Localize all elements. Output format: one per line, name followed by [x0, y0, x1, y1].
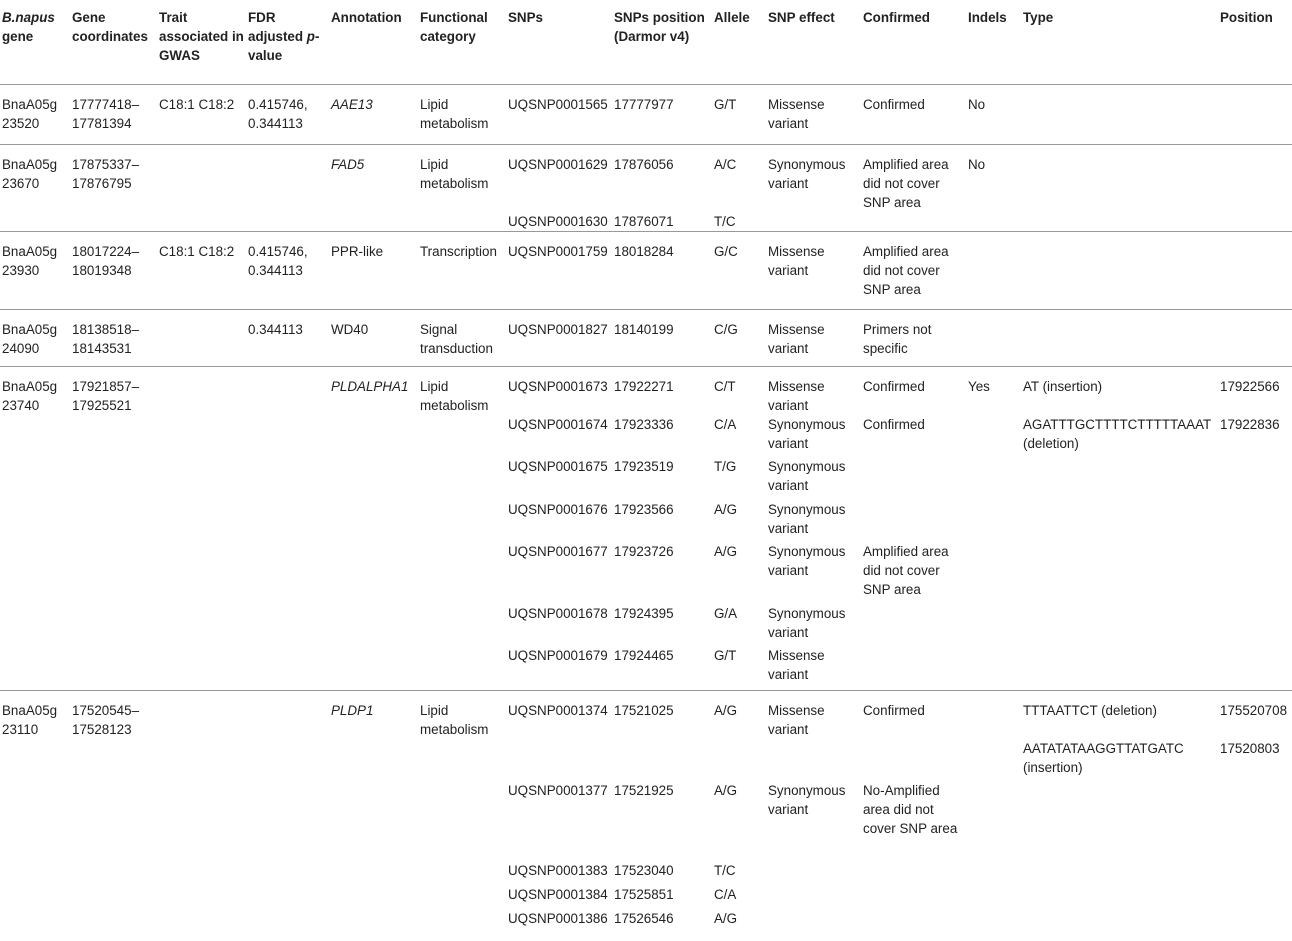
snp-id-cell: UQSNP0001679 — [508, 648, 608, 663]
annotation-cell — [331, 861, 420, 885]
snp-id-cell: UQSNP0001676 — [508, 502, 608, 517]
table-body — [0, 84, 1292, 933]
coords-cell: 17520545– 17528123 — [72, 690, 159, 739]
annotation-cell: PLDP1 — [331, 690, 420, 739]
annotation-cell — [331, 646, 420, 690]
gene-cell: BnaA05g 23930 — [0, 232, 72, 310]
trait-cell — [159, 415, 248, 457]
snp-effect-cell: Synonymous variant — [768, 144, 863, 212]
gene-cell — [0, 457, 72, 500]
trait-cell — [159, 457, 248, 500]
snp-position-cell: 17923726 — [614, 544, 674, 559]
indels-cell — [968, 690, 1023, 739]
indel-type-cell — [1023, 84, 1220, 144]
allele-cell: A/G — [714, 782, 738, 798]
indel-type-cell: TTTAATTCT (deletion) — [1023, 690, 1220, 739]
header-snps-position: SNPs position (Darmor v4) — [614, 0, 714, 84]
confirmed-cell — [863, 457, 968, 500]
trait-cell — [159, 310, 248, 367]
fdr-cell — [248, 144, 331, 212]
confirmed-cell — [863, 646, 968, 690]
snp-effect-cell: Missense variant — [768, 690, 863, 739]
confirmed-cell — [863, 500, 968, 542]
snp-position-cell: 17924395 — [614, 606, 674, 621]
indel-type-cell: AT (insertion) — [1023, 367, 1220, 416]
snp-id-cell: UQSNP0001673 — [508, 367, 614, 416]
snp-effect-cell: Synonymous variant — [768, 544, 846, 578]
confirmed-cell: Amplified area did not cover SNP area — [863, 232, 968, 310]
fdr-cell — [248, 500, 331, 542]
snp-effect-cell: Missense variant — [768, 648, 825, 682]
allele-cell: A/C — [714, 144, 768, 212]
table-row — [0, 909, 1292, 933]
indel-type-cell — [1023, 232, 1220, 310]
header-annotation: Annotation — [331, 0, 420, 84]
category-cell: Lipid metabolism — [420, 367, 508, 416]
annotation-cell: PLDALPHA1 — [331, 367, 420, 416]
indels-cell — [968, 457, 1023, 500]
annotation-cell — [331, 415, 420, 457]
snp-effect-cell — [768, 861, 863, 885]
indel-position-cell — [1220, 144, 1292, 212]
coords-cell — [72, 781, 159, 861]
indels-cell — [968, 909, 1023, 933]
indel-type-cell — [1023, 909, 1220, 933]
allele-cell: T/C — [714, 862, 736, 878]
snp-id-cell: UQSNP0001386 — [508, 910, 608, 926]
header-fdr-value: -value — [248, 29, 320, 63]
allele-cell: A/G — [714, 502, 738, 517]
trait-cell — [159, 500, 248, 542]
fdr-cell — [248, 739, 331, 781]
table-row — [0, 310, 1292, 367]
gene-cell: BnaA05g 23110 — [0, 690, 72, 739]
table-header — [0, 0, 1292, 84]
trait-cell — [159, 144, 248, 212]
snp-id-cell: UQSNP0001677 — [508, 544, 608, 559]
snp-effect-cell: Synonymous variant — [768, 782, 846, 817]
category-cell — [420, 500, 508, 542]
coords-cell — [72, 739, 159, 781]
snp-position-cell: 17523040 — [614, 862, 674, 878]
snp-id-cell: UQSNP0001675 — [508, 459, 608, 474]
indels-cell — [968, 542, 1023, 604]
indels-cell — [968, 604, 1023, 646]
snp-position-cell: 18140199 — [614, 310, 714, 367]
annotation-cell: FAD5 — [331, 144, 420, 212]
indels-cell — [968, 212, 1023, 232]
indel-type-cell — [1023, 861, 1220, 885]
header-confirmed: Confirmed — [863, 0, 968, 84]
annotation-cell — [331, 739, 420, 781]
fdr-cell — [248, 542, 331, 604]
table-row — [0, 415, 1292, 457]
header-gene — [0, 0, 72, 84]
gene-cell — [0, 212, 72, 232]
coords-cell: 18138518– 18143531 — [72, 310, 159, 367]
coords-cell — [72, 646, 159, 690]
table-row — [0, 885, 1292, 909]
indel-type-cell — [1023, 646, 1220, 690]
header-category: Functional category — [420, 0, 508, 84]
fdr-cell — [248, 690, 331, 739]
snp-effect-cell: Synonymous variant — [768, 417, 846, 451]
trait-cell — [159, 646, 248, 690]
category-cell — [420, 415, 508, 457]
snp-position-cell — [614, 739, 714, 781]
indel-type-cell — [1023, 542, 1220, 604]
snp-position-cell: 17525851 — [614, 886, 674, 902]
allele-cell: G/T — [714, 648, 737, 663]
snp-position-cell: 17526546 — [614, 910, 674, 926]
table-row — [0, 739, 1292, 781]
annotation-cell — [331, 604, 420, 646]
category-cell — [420, 739, 508, 781]
table-row — [0, 861, 1292, 885]
header-coords: Gene coordinates — [72, 0, 159, 84]
annotation-cell — [331, 500, 420, 542]
annotation-cell — [331, 212, 420, 232]
snp-effect-cell: Synonymous variant — [768, 459, 846, 493]
fdr-cell — [248, 212, 331, 232]
indel-position-cell — [1220, 885, 1292, 909]
annotation-cell — [331, 542, 420, 604]
trait-cell — [159, 604, 248, 646]
indel-position-cell: 175520708 — [1220, 690, 1292, 739]
fdr-cell — [248, 367, 331, 416]
category-cell — [420, 542, 508, 604]
gene-cell — [0, 861, 72, 885]
header-gene-word: gene — [2, 29, 34, 44]
indel-position-cell — [1220, 861, 1292, 885]
indel-position-cell — [1220, 500, 1292, 542]
indel-position-cell — [1220, 909, 1292, 933]
confirmed-cell — [863, 861, 968, 885]
fdr-cell: 0.344113 — [248, 310, 331, 367]
snp-position-cell: 17922271 — [614, 367, 714, 416]
snp-id-cell: UQSNP0001383 — [508, 862, 608, 878]
header-position: Position — [1220, 0, 1292, 84]
annotation-cell — [331, 885, 420, 909]
gene-cell: BnaA05g 23740 — [0, 367, 72, 416]
gene-cell: BnaA05g 24090 — [0, 310, 72, 367]
table-row — [0, 690, 1292, 739]
snp-position-cell: 17777977 — [614, 84, 714, 144]
snp-position-cell: 17923566 — [614, 502, 674, 517]
snp-position-cell: 17876071 — [614, 213, 674, 229]
gene-cell: BnaA05g 23520 — [0, 84, 72, 144]
confirmed-cell: Amplified area did not cover SNP area — [863, 544, 949, 597]
trait-cell — [159, 909, 248, 933]
indels-cell — [968, 646, 1023, 690]
snp-effect-cell: Synonymous variant — [768, 502, 846, 536]
snp-position-cell: 17521925 — [614, 782, 674, 798]
confirmed-cell: Amplified area did not cover SNP area — [863, 144, 968, 212]
confirmed-cell: Confirmed — [863, 84, 968, 144]
trait-cell — [159, 885, 248, 909]
indel-position-cell: 17922566 — [1220, 367, 1292, 416]
allele-cell: C/A — [714, 417, 737, 432]
snp-id-cell: UQSNP0001565 — [508, 84, 614, 144]
allele-cell: C/G — [714, 310, 768, 367]
confirmed-cell: No-Amplified area did not cover SNP area — [863, 782, 958, 836]
category-cell: Signal transduction — [420, 310, 508, 367]
header-snp-effect: SNP effect — [768, 0, 863, 84]
confirmed-cell: Confirmed — [863, 690, 968, 739]
allele-cell — [714, 739, 768, 781]
indel-type-cell — [1023, 500, 1220, 542]
snp-position-cell: 17923519 — [614, 459, 674, 474]
trait-cell: C18:1 C18:2 — [159, 232, 248, 310]
indel-type-cell: AGATTTGCTTTTCTTTTTAAAT (deletion) — [1023, 417, 1211, 451]
category-cell — [420, 909, 508, 933]
snp-position-cell: 17876056 — [614, 144, 714, 212]
trait-cell — [159, 781, 248, 861]
indels-cell — [968, 310, 1023, 367]
snp-id-cell: UQSNP0001377 — [508, 782, 608, 798]
allele-cell: A/G — [714, 690, 768, 739]
fdr-cell — [248, 604, 331, 646]
indels-cell — [968, 885, 1023, 909]
category-cell — [420, 604, 508, 646]
header-type: Type — [1023, 0, 1220, 84]
confirmed-cell — [863, 604, 968, 646]
confirmed-cell — [863, 909, 968, 933]
snp-effect-cell — [768, 212, 863, 232]
gene-cell — [0, 739, 72, 781]
table-row — [0, 604, 1292, 646]
allele-cell: G/C — [714, 232, 768, 310]
category-cell: Lipid metabolism — [420, 84, 508, 144]
indels-cell — [968, 232, 1023, 310]
allele-cell: C/T — [714, 367, 768, 416]
trait-cell: C18:1 C18:2 — [159, 84, 248, 144]
header-snps: SNPs — [508, 0, 614, 84]
confirmed-cell: Confirmed — [863, 417, 925, 432]
table-row — [0, 781, 1292, 861]
fdr-cell — [248, 646, 331, 690]
table-row — [0, 144, 1292, 212]
indel-type-cell: AATATATAAGGTTATGATC (insertion) — [1023, 740, 1184, 775]
table-row — [0, 84, 1292, 144]
category-cell: Lipid metabolism — [420, 144, 508, 212]
snp-id-cell — [508, 739, 614, 781]
header-allele: Allele — [714, 0, 768, 84]
indels-cell — [968, 861, 1023, 885]
trait-cell — [159, 212, 248, 232]
indel-type-cell — [1023, 457, 1220, 500]
indels-cell — [968, 500, 1023, 542]
annotation-cell — [331, 909, 420, 933]
snp-id-cell: UQSNP0001374 — [508, 690, 614, 739]
snp-effect-cell: Missense variant — [768, 84, 863, 144]
gene-cell: BnaA05g 23670 — [0, 144, 72, 212]
indel-type-cell — [1023, 212, 1220, 232]
snp-effect-cell — [768, 885, 863, 909]
coords-cell: 17921857– 17925521 — [72, 367, 159, 416]
allele-cell: G/T — [714, 84, 768, 144]
indel-position-cell — [1220, 84, 1292, 144]
snp-id-cell: UQSNP0001678 — [508, 606, 608, 621]
snp-effect-cell — [768, 739, 863, 781]
indels-cell — [968, 415, 1023, 457]
snp-effect-cell: Missense variant — [768, 232, 863, 310]
fdr-cell — [248, 415, 331, 457]
indel-position-cell — [1220, 457, 1292, 500]
indel-position-cell — [1220, 212, 1292, 232]
table-row — [0, 457, 1292, 500]
indel-type-cell — [1023, 885, 1220, 909]
indels-cell — [968, 781, 1023, 861]
allele-cell: A/G — [714, 910, 738, 926]
coords-cell: 17875337– 17876795 — [72, 144, 159, 212]
allele-cell: G/A — [714, 606, 738, 621]
coords-cell — [72, 885, 159, 909]
gene-cell — [0, 604, 72, 646]
indel-position-cell — [1220, 646, 1292, 690]
coords-cell: 17777418– 17781394 — [72, 84, 159, 144]
coords-cell — [72, 861, 159, 885]
indels-cell: No — [968, 144, 1023, 212]
coords-cell — [72, 415, 159, 457]
fdr-cell — [248, 861, 331, 885]
table-row — [0, 367, 1292, 416]
category-cell — [420, 885, 508, 909]
confirmed-cell — [863, 739, 968, 781]
snp-position-cell: 17521025 — [614, 690, 714, 739]
indel-position-cell — [1220, 542, 1292, 604]
fdr-cell: 0.415746, 0.344113 — [248, 232, 331, 310]
indels-cell: Yes — [968, 367, 1023, 416]
confirmed-cell: Primers not specific — [863, 310, 968, 367]
trait-cell — [159, 861, 248, 885]
category-cell — [420, 457, 508, 500]
fdr-cell — [248, 457, 331, 500]
snp-effect-cell: Missense variant — [768, 367, 863, 416]
snp-id-cell: UQSNP0001630 — [508, 213, 608, 229]
gene-cell — [0, 500, 72, 542]
header-gene-species: B.napus — [2, 10, 55, 25]
table-row — [0, 232, 1292, 310]
allele-cell: A/G — [714, 544, 738, 559]
fdr-cell — [248, 885, 331, 909]
indel-type-cell — [1023, 781, 1220, 861]
snp-id-cell: UQSNP0001384 — [508, 886, 608, 902]
coords-cell — [72, 500, 159, 542]
gene-cell — [0, 646, 72, 690]
confirmed-cell: Confirmed — [863, 367, 968, 416]
table-row — [0, 542, 1292, 604]
snp-position-cell: 17923336 — [614, 417, 674, 432]
trait-cell — [159, 542, 248, 604]
trait-cell — [159, 739, 248, 781]
category-cell: Lipid metabolism — [420, 690, 508, 739]
allele-cell: C/A — [714, 886, 737, 902]
snp-position-cell: 17924465 — [614, 648, 674, 663]
gene-cell — [0, 909, 72, 933]
header-indels: Indels — [968, 0, 1023, 84]
allele-cell: T/C — [714, 213, 736, 229]
annotation-cell — [331, 457, 420, 500]
fdr-cell: 0.415746, 0.344113 — [248, 84, 331, 144]
coords-cell — [72, 542, 159, 604]
table-row — [0, 212, 1292, 232]
gene-cell — [0, 415, 72, 457]
category-cell — [420, 781, 508, 861]
confirmed-cell — [863, 212, 968, 232]
gene-cell — [0, 885, 72, 909]
confirmed-cell — [863, 885, 968, 909]
snp-id-cell: UQSNP0001674 — [508, 417, 608, 432]
fdr-cell — [248, 781, 331, 861]
coords-cell — [72, 604, 159, 646]
indel-position-cell: 17520803 — [1220, 740, 1280, 756]
fdr-cell — [248, 909, 331, 933]
snp-id-cell: UQSNP0001629 — [508, 144, 614, 212]
snp-id-cell: UQSNP0001827 — [508, 310, 614, 367]
header-fdr-p: p — [306, 29, 315, 44]
category-cell — [420, 212, 508, 232]
category-cell — [420, 861, 508, 885]
snp-effect-cell: Missense variant — [768, 310, 863, 367]
gene-cell — [0, 781, 72, 861]
table-row — [0, 500, 1292, 542]
indel-position-cell — [1220, 604, 1292, 646]
annotation-cell — [331, 781, 420, 861]
snp-position-cell: 18018284 — [614, 232, 714, 310]
indel-type-cell — [1023, 604, 1220, 646]
indels-cell: No — [968, 84, 1023, 144]
allele-cell: T/G — [714, 459, 737, 474]
coords-cell — [72, 212, 159, 232]
trait-cell — [159, 367, 248, 416]
snp-effect-cell — [768, 909, 863, 933]
gene-cell — [0, 542, 72, 604]
trait-cell — [159, 690, 248, 739]
header-fdr — [248, 0, 331, 84]
annotation-cell: AAE13 — [331, 84, 420, 144]
coords-cell: 18017224– 18019348 — [72, 232, 159, 310]
indel-type-cell — [1023, 310, 1220, 367]
indel-position-cell — [1220, 310, 1292, 367]
indel-type-cell — [1023, 144, 1220, 212]
annotation-cell: WD40 — [331, 310, 420, 367]
coords-cell — [72, 909, 159, 933]
indel-position-cell — [1220, 781, 1292, 861]
coords-cell — [72, 457, 159, 500]
indel-position-cell: 17922836 — [1220, 417, 1280, 432]
indel-position-cell — [1220, 232, 1292, 310]
category-cell — [420, 646, 508, 690]
indels-cell — [968, 739, 1023, 781]
header-fdr-main: FDR adjusted — [248, 10, 304, 44]
snp-effect-cell: Synonymous variant — [768, 606, 846, 640]
category-cell: Transcription — [420, 232, 508, 310]
annotation-cell: PPR-like — [331, 232, 420, 310]
header-trait: Trait associated in GWAS — [159, 0, 248, 84]
table-row — [0, 646, 1292, 690]
snp-id-cell: UQSNP0001759 — [508, 232, 614, 310]
